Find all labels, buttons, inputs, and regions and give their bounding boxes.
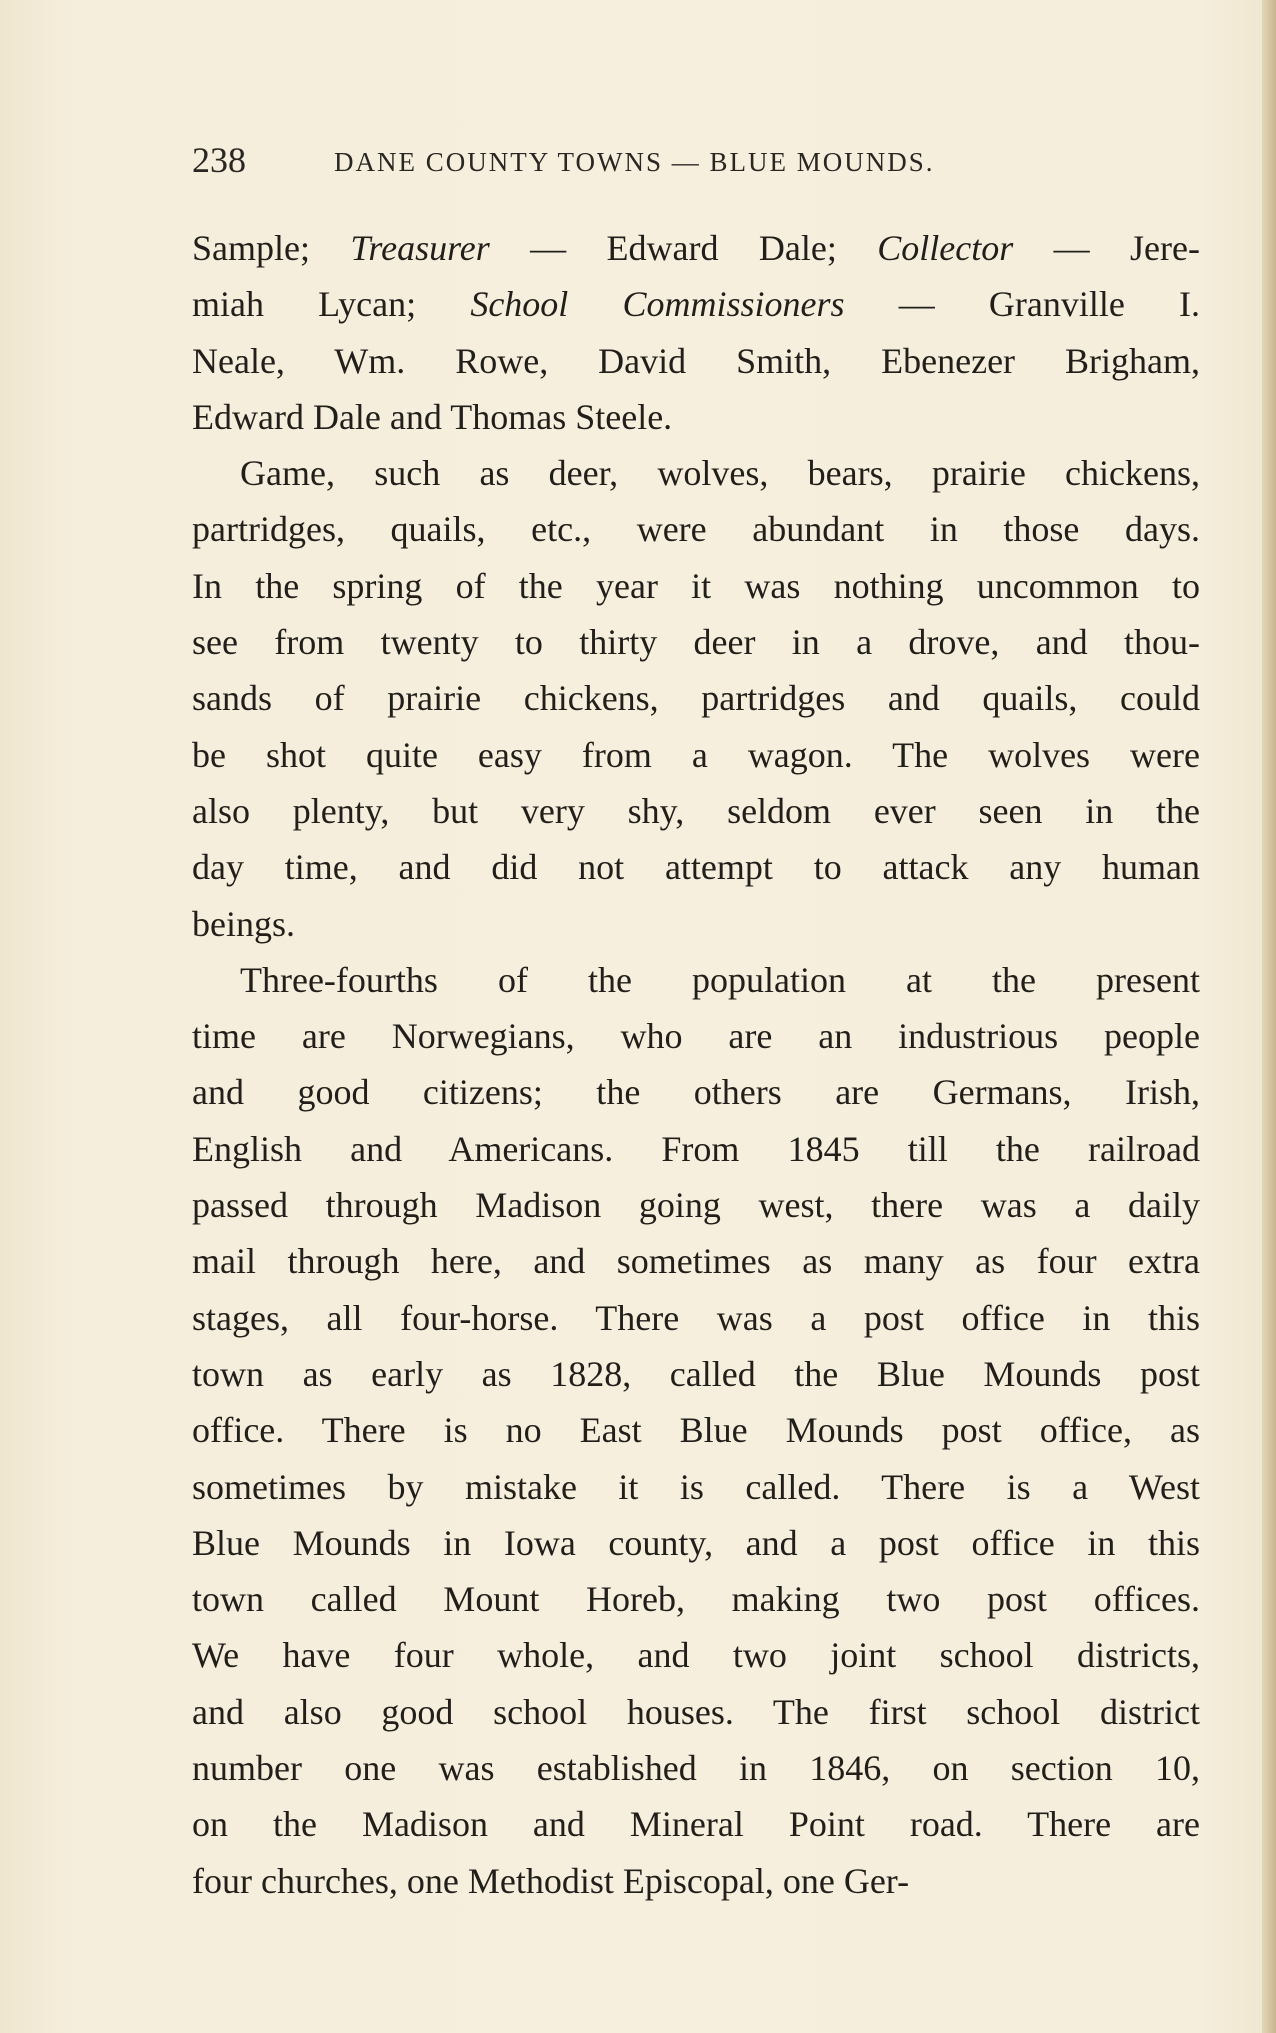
- text-line: [192, 1853, 1200, 1909]
- text-run: — Granville I.: [844, 284, 1201, 325]
- text-line: [192, 501, 1200, 557]
- page-number: 238: [192, 140, 246, 180]
- text-run: beings.: [192, 903, 295, 944]
- text-run: — Edward Dale;: [489, 228, 878, 268]
- text-run: English and Americans. From 1845 till the railroad: [192, 1128, 1200, 1169]
- text-line: [192, 1008, 1200, 1064]
- text-line: [192, 1515, 1200, 1571]
- text-run: Neale, Wm. Rowe, David Smith, Ebenezer Brigham,: [192, 340, 1200, 381]
- text-run: office. There is no East Blue Mounds post office, as: [192, 1410, 1200, 1451]
- italic-text-run: Treasurer: [350, 228, 490, 268]
- text-run: In the spring of the year it was nothing uncommon to: [192, 565, 1200, 606]
- text-line: [192, 1064, 1200, 1120]
- text-run: day time, and did not attempt to attack any human: [192, 847, 1200, 888]
- text-line: [192, 276, 1200, 332]
- text-run: miah Lycan;: [192, 284, 471, 325]
- text-line: [192, 1740, 1200, 1796]
- text-line: [192, 1177, 1200, 1233]
- text-line: [192, 1627, 1200, 1683]
- italic-text-run: School Commissioners: [470, 284, 845, 325]
- text-run: time are Norwegians, who are an industrious people: [192, 1016, 1200, 1057]
- text-run: Blue Mounds in Iowa county, and a post office in this: [192, 1522, 1200, 1563]
- text-run: We have four whole, and two joint school districts,: [192, 1635, 1200, 1676]
- text-line: [192, 1459, 1200, 1515]
- text-run: and good citizens; the others are Germans, Irish,: [192, 1072, 1200, 1113]
- text-run: see from twenty to thirty deer in a drove, and thou-: [192, 622, 1200, 663]
- text-run: number one was established in 1846, on section 10,: [192, 1748, 1200, 1789]
- text-line: [192, 1290, 1200, 1346]
- text-run: also plenty, but very shy, seldom ever seen in the: [192, 790, 1200, 831]
- text-run: Game, such as deer, wolves, bears, prairie chickens,: [240, 453, 1200, 494]
- text-line: [192, 727, 1200, 783]
- text-line: [192, 1402, 1200, 1458]
- text-run: and also good school houses. The first school district: [192, 1691, 1200, 1732]
- text-line: [192, 445, 1200, 501]
- text-line: [192, 558, 1200, 614]
- text-run: Three-fourths of the population at the present: [240, 959, 1200, 1000]
- text-line: [192, 389, 1200, 445]
- text-run: Edward Dale and Thomas Steele.: [192, 396, 673, 437]
- text-run: Sample;: [192, 228, 351, 268]
- text-run: town called Mount Horeb, making two post offices.: [192, 1579, 1200, 1620]
- text-line: [192, 1346, 1200, 1402]
- text-run: be shot quite easy from a wagon. The wolves were: [192, 734, 1200, 775]
- text-line: [192, 839, 1200, 895]
- text-run: passed through Madison going west, there was a daily: [192, 1185, 1200, 1226]
- text-run: sands of prairie chickens, partridges and quails, could: [192, 678, 1200, 719]
- text-run: sometimes by mistake it is called. There is a West: [192, 1466, 1200, 1507]
- text-line: [192, 952, 1200, 1008]
- text-run: partridges, quails, etc., were abundant in those days.: [192, 509, 1200, 550]
- text-line: [192, 1121, 1200, 1177]
- page-gutter-shadow: [1262, 0, 1276, 2033]
- text-line: [192, 220, 1200, 276]
- text-run: on the Madison and Mineral Point road. There are: [192, 1804, 1200, 1845]
- text-run: — Jere-: [1013, 228, 1200, 268]
- text-line: [192, 896, 1200, 952]
- text-line: [192, 1571, 1200, 1627]
- body-text: [192, 220, 1200, 1909]
- running-head-title: DANE COUNTY TOWNS — BLUE MOUNDS.: [334, 147, 935, 177]
- text-line: [192, 1233, 1200, 1289]
- running-head: [192, 138, 1072, 182]
- text-run: town as early as 1828, called the Blue Mounds post: [192, 1353, 1200, 1394]
- text-run: stages, all four-horse. There was a post office in this: [192, 1297, 1200, 1338]
- text-line: [192, 1684, 1200, 1740]
- italic-text-run: Collector: [877, 228, 1014, 268]
- text-line: [192, 614, 1200, 670]
- text-line: [192, 783, 1200, 839]
- text-line: [192, 1796, 1200, 1852]
- text-run: mail through here, and sometimes as many as four extra: [192, 1241, 1200, 1282]
- text-run: four churches, one Methodist Episcopal, one Ger-: [192, 1860, 910, 1901]
- text-line: [192, 333, 1200, 389]
- text-line: [192, 670, 1200, 726]
